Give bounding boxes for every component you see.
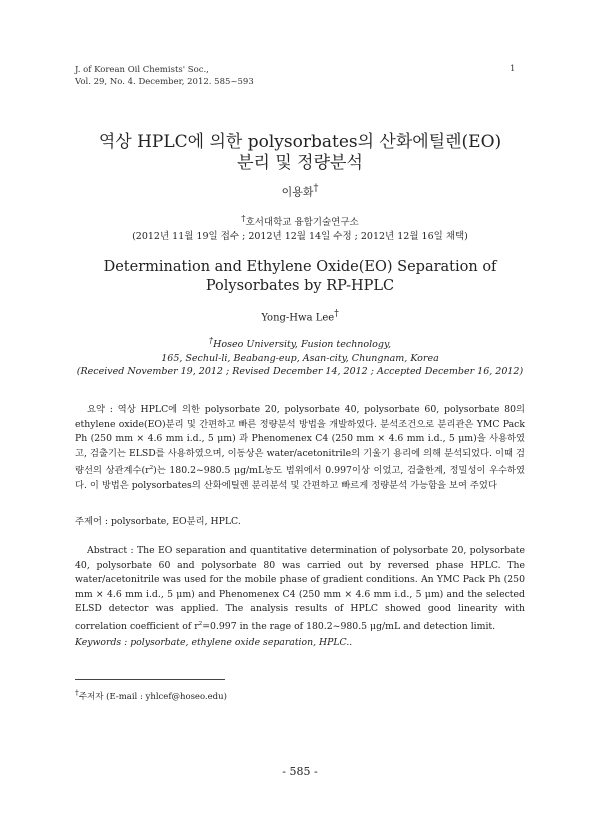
footnote-divider [75, 679, 225, 680]
journal-volume: Vol. 29, No. 4. December, 2012. 585~593 [75, 77, 254, 87]
dagger-mark: † [75, 688, 79, 697]
abstract-english-sup: 2 [198, 620, 203, 627]
author-english [0, 309, 600, 323]
affiliation-korean-name: 호서대학교 융합기술연구소 [245, 217, 359, 229]
title-korean-line1: 역상 HPLC에 의한 polysorbates의 산화에틸렌(EO) [98, 132, 502, 152]
footnote [75, 688, 227, 702]
title-korean [0, 132, 600, 174]
author-korean [0, 183, 600, 200]
abstract-korean-text2: )는 180.2~980.5 μg/mL농도 범위에서 0.997이상 이었고, 검출한계, 정밀성이 우수하였다. 이 방법은 polysorbates의 산화에틸렌 분리분석 및 간편하고 빠르게 정량분석 가능함을 보여 주었다 [75, 465, 525, 491]
received-dates-english: (Received November 19, 2012 ; Revised December 14, 2012 ; Accepted December 16, 2012) [76, 366, 524, 378]
affiliation-korean [0, 212, 600, 244]
dagger-mark: † [334, 309, 339, 319]
dagger-mark: † [208, 336, 214, 346]
journal-name: J. of Korean Oil Chemists' Soc., [75, 65, 209, 75]
affiliation-english-line2: 165, Sechul-li, Beabang-eup, Asan-city, Chungnam, Korea [161, 352, 439, 364]
page-number-bottom: - 585 - [282, 765, 318, 778]
page-number-top: 1 [510, 64, 516, 74]
footnote-text: 주저자 (E-mail : yhlcef@hoseo.edu) [78, 691, 227, 702]
abstract-korean [75, 403, 525, 493]
running-header [75, 64, 254, 88]
dagger-mark: † [241, 214, 246, 224]
affiliation-english [0, 335, 600, 379]
author-english-name: Yong-Hwa Lee [261, 312, 335, 324]
title-english [0, 258, 600, 296]
dagger-mark: † [313, 183, 319, 194]
keywords-english: Keywords : polysorbate, ethylene oxide separation, HPLC.. [75, 637, 353, 648]
abstract-korean-sup: 2 [149, 465, 154, 471]
author-korean-name: 이용화 [281, 185, 314, 199]
abstract-korean-text1: 요약 : 역상 HPLC에 의한 polysorbate 20, polysorbate 40, polysorbate 60, polysorbate 80의 ethylene oxide(EO)분리 및 간편하고 빠른 정량분석 방법을 개발하였다. 분석조건으로 분리관은 YMC Pack Ph (250 mm × 4.6 mm i.d., 5 μm) 과 Phenomenex C4 (250 mm × 4.6 mm i.d., 5 μm)을 사용하였고, 검출기는 ELSD를 사용하였으며, 이동상은 water/acetonitrile의 기울기 용리에 의해 분석되었다. 이때 검량선의 상관계수(r [75, 404, 525, 477]
abstract-english-text1: Abstract : The EO separation and quantitative determination of polysorbate 20, polysorbate 40, polysorbate 60 and polysorbate 80 was carried out by reversed phase HPLC. The water/acetonitrile was used for the mobile phase of gradient conditions. An YMC Pack Ph (250 mm × 4.6 mm i.d., 5 μm) and Phenomenex C4 (250 mm × 4.6 mm i.d., 5 μm) and the selected ELSD detector was applied. The analysis results of HPLC showed good linearity with correlation coefficient of r [75, 545, 525, 632]
affiliation-english-line1: Hoseo University, Fusion technology, [213, 339, 392, 351]
keywords-korean: 주제어 : polysorbate, EO분리, HPLC. [75, 516, 241, 527]
title-english-line2: Polysorbates by RP-HPLC [205, 278, 395, 294]
dates-korean: (2012년 11월 19일 접수 ; 2012년 12월 14일 수정 ; 2012년 12월 16일 채택) [132, 231, 468, 243]
abstract-english [75, 544, 525, 634]
title-korean-line2: 분리 및 정량분석 [237, 153, 363, 173]
title-english-line1: Determination and Ethylene Oxide(EO) Separation of [103, 259, 497, 275]
abstract-english-text2: =0.997 in the rage of 180.2~980.5 μg/mL and detection limit. [202, 620, 496, 632]
